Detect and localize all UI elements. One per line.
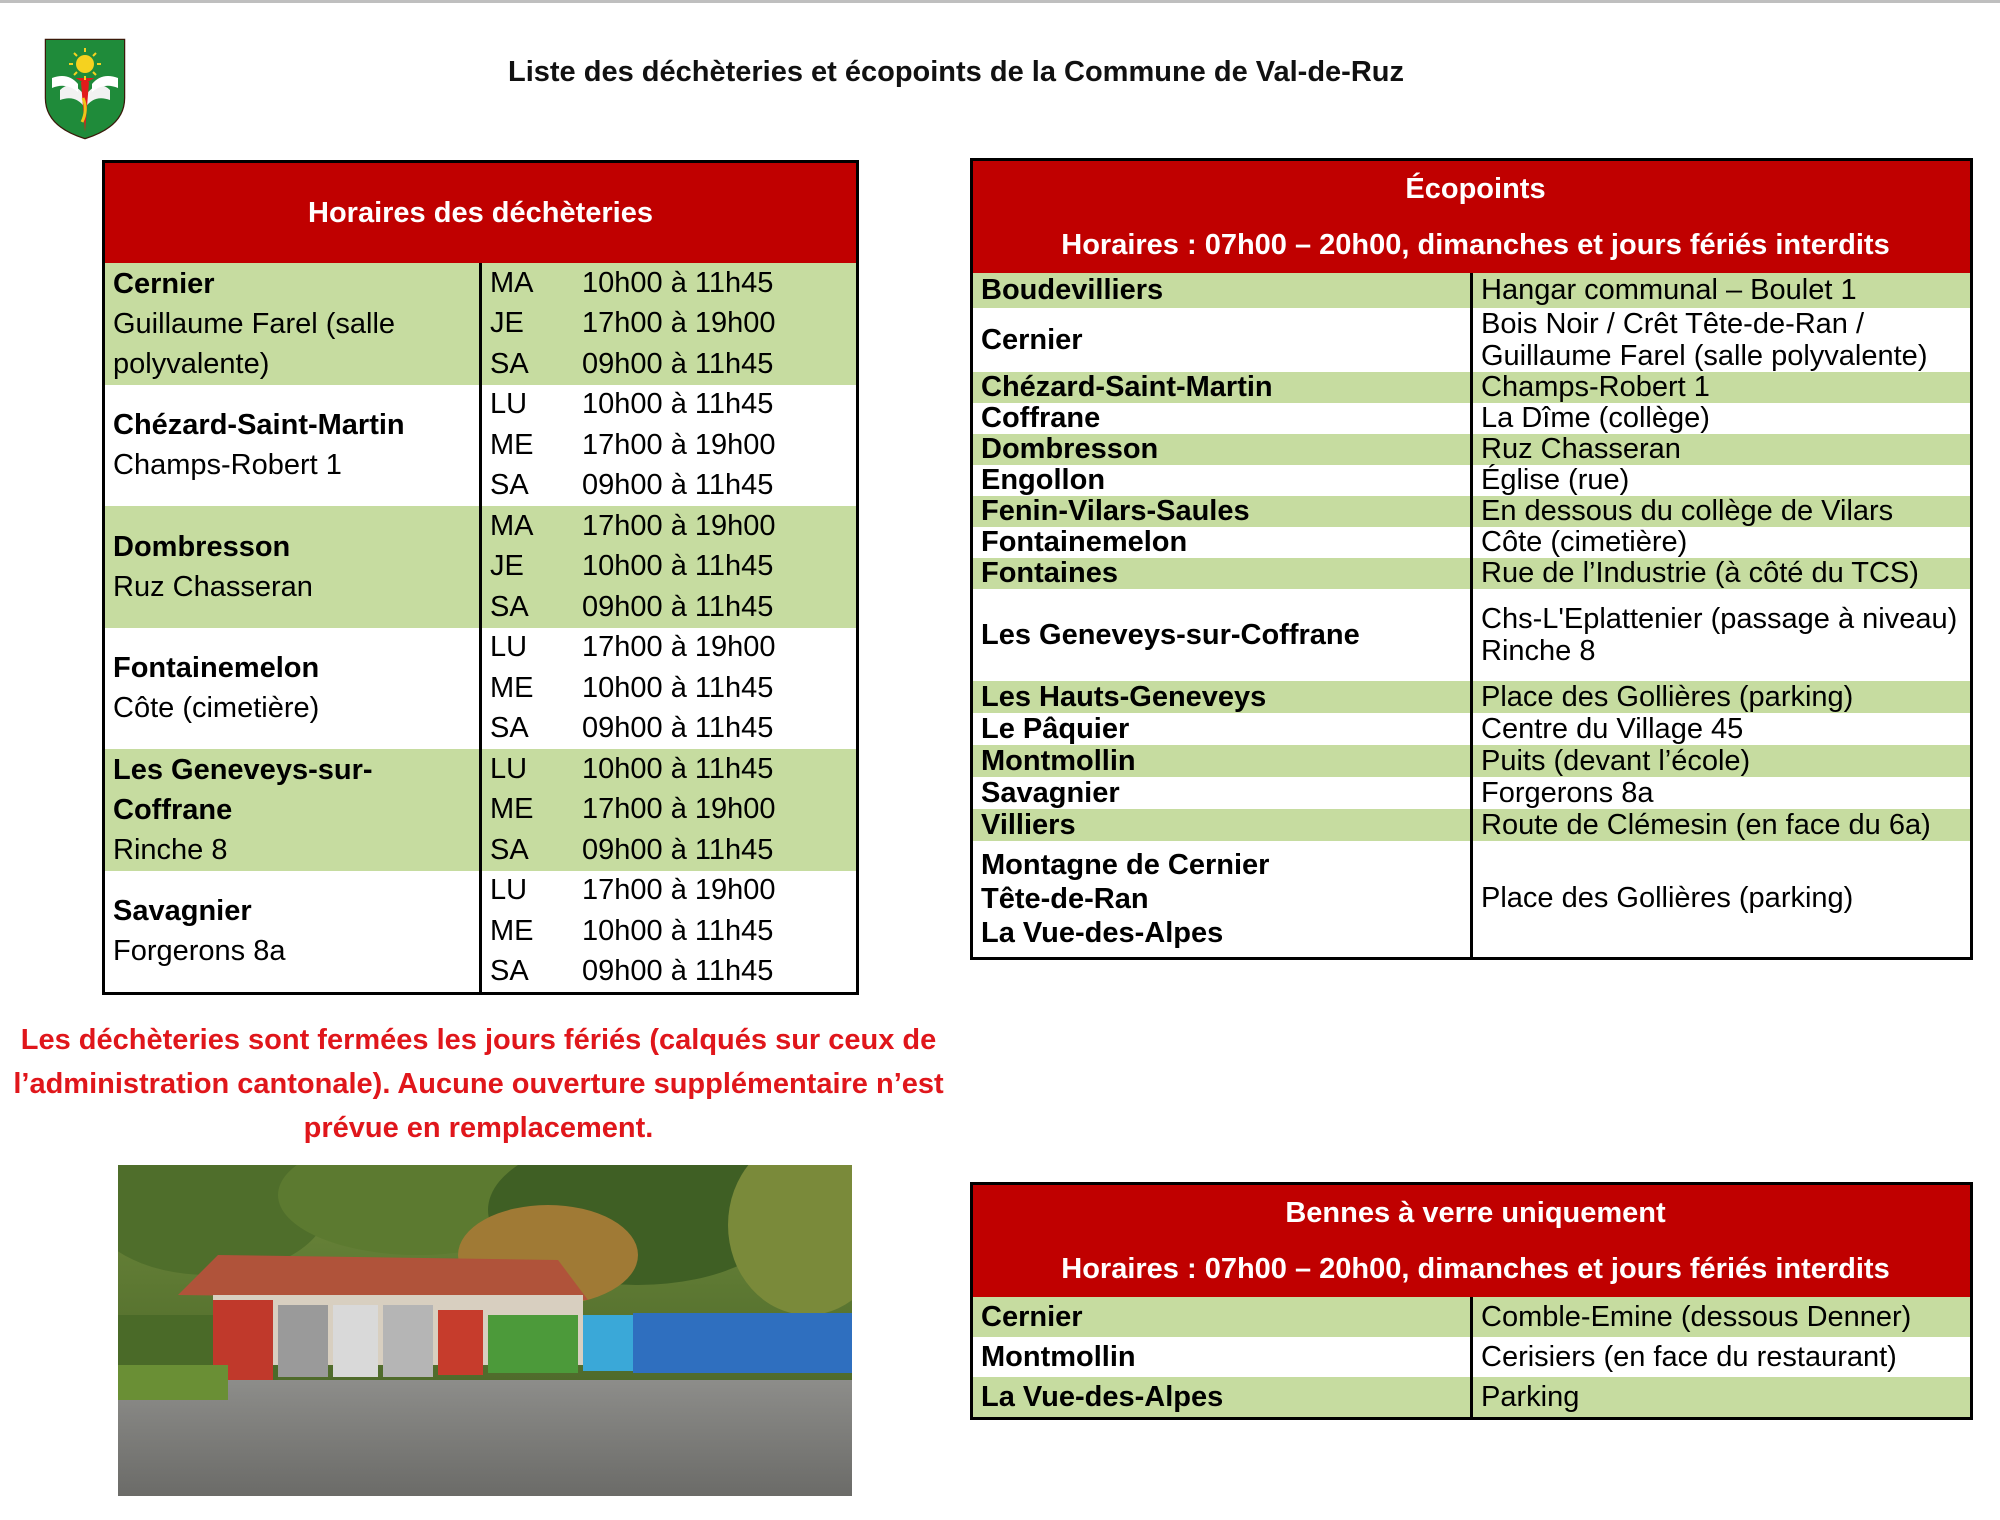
ecopoint-address: [1472, 527, 1972, 558]
schedule-line: [482, 344, 856, 385]
ecopoint-row: [972, 465, 1972, 496]
schedule-time: 10h00 à 11h45: [582, 266, 774, 299]
schedule-day: LU: [490, 874, 528, 907]
ecopoint-address-line: Église (rue): [1481, 464, 1630, 496]
dechetterie-schedule: [481, 385, 858, 507]
ecopoint-address: [1472, 558, 1972, 589]
schedule-time: 17h00 à 19h00: [582, 307, 776, 340]
ecopoint-name-line: Engollon: [981, 464, 1106, 496]
schedule-line: [482, 587, 856, 628]
ecopoint-address-line: Côte (cimetière): [1481, 526, 1688, 558]
ecopoint-row: [972, 809, 1972, 841]
ecopoint-row: [972, 527, 1972, 558]
schedule-line: [482, 506, 856, 547]
dechetterie-location: [104, 871, 481, 994]
ecopoint-address-line: Champs-Robert 1: [1481, 371, 1710, 403]
verre-row: [972, 1337, 1972, 1377]
bennes-verre-table: [970, 1182, 1973, 1420]
holiday-closure-note: Les déchèteries sont fermées les jours fériés (calqués sur ceux de l’administration cantonale). Aucune ouverture supplémentaire n’est prévue en remplacement.: [13, 1024, 944, 1144]
schedule-time: 10h00 à 11h45: [582, 388, 774, 421]
schedule-line: [482, 952, 856, 993]
ecopoint-address-line: Bois Noir / Crêt Tête-de-Ran /: [1481, 308, 1865, 340]
ecopoint-name: [972, 434, 1472, 465]
ecopoint-name: [972, 841, 1472, 958]
ecopoint-row: [972, 777, 1972, 809]
top-border: [0, 0, 2000, 3]
ecopoint-name-line: Villiers: [981, 808, 1076, 841]
commune-crest-logo: [44, 38, 126, 140]
ecopoint-address-line: Place des Gollières (parking): [1481, 882, 1854, 915]
dechetterie-row: [104, 749, 858, 871]
ecopoint-address: [1472, 465, 1972, 496]
ecopoint-address-line: La Dîme (collège): [1481, 402, 1710, 434]
schedule-day: SA: [490, 469, 529, 502]
schedule-day: MA: [490, 266, 534, 299]
ecopoint-name-line: Coffrane: [981, 402, 1101, 434]
ecopoint-row: [972, 558, 1972, 589]
ecopoint-name-line: Fenin-Vilars-Saules: [981, 495, 1250, 527]
verre-hours: Horaires : 07h00 – 20h00, dimanches et jours fériés interdits: [1061, 1253, 1890, 1285]
ecopoint-address: [1472, 809, 1972, 841]
ecopoint-name: [972, 777, 1472, 809]
ecopoint-row: [972, 745, 1972, 777]
ecopoint-name-line: Savagnier: [981, 776, 1120, 809]
dechetterie-address: Champs-Robert 1: [113, 449, 342, 482]
ecopoint-name: [972, 713, 1472, 745]
ecopoint-row: [972, 403, 1972, 434]
dechetterie-address: Forgerons 8a: [113, 935, 286, 968]
ecopoint-name-line: Cernier: [981, 323, 1083, 356]
ecopoint-row: [972, 372, 1972, 403]
ecopoint-address: [1472, 841, 1972, 958]
verre-location-address: Cerisiers (en face du restaurant): [1472, 1337, 1972, 1377]
schedule-time: 17h00 à 19h00: [582, 509, 776, 542]
ecopoint-address-line: Centre du Village 45: [1481, 712, 1744, 745]
ecopoint-row: [972, 841, 1972, 958]
ecopoint-name: [972, 372, 1472, 403]
dechetterie-schedule: [481, 628, 858, 750]
verre-location-address: Comble-Emine (dessous Denner): [1472, 1297, 1972, 1337]
schedule-time: 10h00 à 11h45: [582, 752, 774, 785]
dechetterie-name: Cernier: [113, 267, 215, 300]
schedule-line: [482, 547, 856, 588]
schedule-time: 17h00 à 19h00: [582, 874, 776, 907]
schedule-time: 17h00 à 19h00: [582, 428, 776, 461]
ecopoint-name: [972, 465, 1472, 496]
ecopoint-name-line: Tête-de-Ran: [981, 882, 1149, 915]
schedule-time: 10h00 à 11h45: [582, 550, 774, 583]
ecopoint-name: [972, 273, 1472, 308]
verre-header: [972, 1184, 1972, 1298]
schedule-line: [482, 911, 856, 952]
ecopoint-name: [972, 745, 1472, 777]
schedule-day: ME: [490, 793, 534, 826]
ecopoint-address: [1472, 777, 1972, 809]
ecopoint-name: [972, 681, 1472, 713]
schedule-time: 09h00 à 11h45: [582, 347, 774, 380]
dechetterie-row: [104, 506, 858, 628]
ecopoint-address-line: Puits (devant l’école): [1481, 744, 1751, 777]
ecopoint-row: [972, 273, 1972, 308]
dechetterie-address: Guillaume Farel (salle polyvalente): [113, 307, 396, 380]
ecopoint-name-line: Montmollin: [981, 744, 1136, 777]
ecopoint-name-line: Le Pâquier: [981, 712, 1130, 745]
ecopoint-address-line: En dessous du collège de Vilars: [1481, 495, 1894, 527]
dechetterie-schedule: [481, 263, 858, 385]
schedule-time: 09h00 à 11h45: [582, 590, 774, 623]
schedule-day: MA: [490, 509, 534, 542]
ecopoint-name-line: Les Geneveys-sur-Coffrane: [981, 618, 1360, 651]
verre-title: Bennes à verre uniquement: [1285, 1197, 1666, 1229]
schedule-time: 17h00 à 19h00: [582, 631, 776, 664]
schedule-time: 10h00 à 11h45: [582, 671, 774, 704]
ecopoint-row: [972, 713, 1972, 745]
dechetterie-location: [104, 506, 481, 628]
ecopoint-row: [972, 434, 1972, 465]
ecopoint-name-line: Chézard-Saint-Martin: [981, 371, 1273, 403]
ecopoint-row: [972, 308, 1972, 372]
ecopoint-address-line: Rue de l’Industrie (à côté du TCS): [1481, 557, 1919, 589]
schedule-line: [482, 263, 856, 304]
dechetterie-name: Chézard-Saint-Martin: [113, 409, 405, 442]
schedule-day: LU: [490, 388, 528, 421]
ecopoint-address-line: Guillaume Farel (salle polyvalente): [1481, 340, 1928, 372]
dechetteries-table: [102, 160, 859, 995]
schedule-time: 09h00 à 11h45: [582, 955, 774, 988]
schedule-day: JE: [490, 550, 524, 583]
dechetterie-row: [104, 871, 858, 994]
schedule-day: LU: [490, 631, 528, 664]
dechetterie-location: [104, 749, 481, 871]
ecopoint-name-line: La Vue-des-Alpes: [981, 916, 1224, 949]
dechetterie-schedule: [481, 506, 858, 628]
dechetterie-name: Dombresson: [113, 530, 291, 563]
schedule-day: ME: [490, 914, 534, 947]
ecopoint-row: [972, 496, 1972, 527]
dechetterie-photo: [118, 1165, 852, 1496]
document-title: Liste des déchèteries et écopoints de la Commune de Val-de-Ruz: [507, 56, 1404, 88]
ecopoint-address: [1472, 496, 1972, 527]
dechetterie-address: Côte (cimetière): [113, 692, 320, 725]
ecopoint-address-line: Place des Gollières (parking): [1481, 680, 1854, 713]
dechetterie-address: Ruz Chasseran: [113, 570, 313, 603]
schedule-line: [482, 466, 856, 507]
verre-row: [972, 1377, 1972, 1419]
ecopoint-address: [1472, 403, 1972, 434]
schedule-day: SA: [490, 590, 529, 623]
dechetterie-location: [104, 628, 481, 750]
schedule-line: [482, 425, 856, 466]
verre-location-address: Parking: [1472, 1377, 1972, 1419]
ecopoint-address: [1472, 372, 1972, 403]
ecopoint-name: [972, 496, 1472, 527]
dechetterie-row: [104, 385, 858, 507]
dechetterie-schedule: [481, 871, 858, 994]
ecopoint-row: [972, 681, 1972, 713]
schedule-time: 10h00 à 11h45: [582, 914, 774, 947]
dechetterie-address: Rinche 8: [113, 833, 228, 866]
schedule-day: SA: [490, 833, 529, 866]
schedule-time: 09h00 à 11h45: [582, 833, 774, 866]
verre-location-name: Montmollin: [972, 1337, 1472, 1377]
schedule-day: ME: [490, 671, 534, 704]
schedule-day: SA: [490, 347, 529, 380]
schedule-line: [482, 385, 856, 426]
ecopoint-row: [972, 589, 1972, 681]
ecopoint-name-line: Dombresson: [981, 433, 1159, 465]
schedule-line: [482, 628, 856, 669]
ecopoint-address: [1472, 589, 1972, 681]
schedule-line: [482, 749, 856, 790]
schedule-day: LU: [490, 752, 528, 785]
dechetterie-location: [104, 263, 481, 385]
ecopoint-address-line: Hangar communal – Boulet 1: [1481, 274, 1857, 306]
ecopoint-address: [1472, 745, 1972, 777]
ecopoint-address: [1472, 273, 1972, 308]
ecopoints-title: Écopoints: [1405, 173, 1546, 205]
ecopoint-address: [1472, 713, 1972, 745]
ecopoint-name-line: Montagne de Cernier: [981, 848, 1270, 881]
schedule-line: [482, 668, 856, 709]
ecopoint-name: [972, 809, 1472, 841]
schedule-line: [482, 304, 856, 345]
dechetterie-location: [104, 385, 481, 507]
ecopoint-name: [972, 589, 1472, 681]
verre-location-name: La Vue-des-Alpes: [972, 1377, 1472, 1419]
schedule-day: ME: [490, 428, 534, 461]
ecopoint-name-line: Fontainemelon: [981, 526, 1188, 558]
verre-row: [972, 1297, 1972, 1337]
schedule-time: 09h00 à 11h45: [582, 469, 774, 502]
ecopoint-name-line: Fontaines: [981, 557, 1118, 589]
schedule-time: 17h00 à 19h00: [582, 793, 776, 826]
ecopoint-name: [972, 527, 1472, 558]
ecopoints-header: [972, 160, 1972, 274]
schedule-day: JE: [490, 307, 524, 340]
dechetterie-row: [104, 263, 858, 385]
ecopoint-address: [1472, 308, 1972, 372]
dechetterie-name: Fontainemelon: [113, 652, 320, 685]
dechetteries-header: Horaires des déchèteries: [104, 162, 858, 264]
ecopoint-address-line: Ruz Chasseran: [1481, 433, 1681, 465]
ecopoint-address: [1472, 434, 1972, 465]
ecopoint-address: [1472, 681, 1972, 713]
dechetterie-name: Savagnier: [113, 895, 252, 928]
schedule-day: SA: [490, 712, 529, 745]
ecopoint-name: [972, 558, 1472, 589]
dechetterie-row: [104, 628, 858, 750]
schedule-line: [482, 871, 856, 912]
ecopoint-name: [972, 308, 1472, 372]
ecopoints-table: [970, 158, 1973, 960]
ecopoint-address-line: Route de Clémesin (en face du 6a): [1481, 808, 1931, 841]
schedule-day: SA: [490, 955, 529, 988]
ecopoints-hours: Horaires : 07h00 – 20h00, dimanches et jours fériés interdits: [1061, 229, 1890, 261]
dechetterie-schedule: [481, 749, 858, 871]
ecopoint-address-line: Forgerons 8a: [1481, 776, 1654, 809]
ecopoint-address-line: Chs-L'Eplattenier (passage à niveau): [1481, 603, 1958, 635]
dechetterie-name: Les Geneveys-sur-Coffrane: [113, 753, 373, 826]
schedule-line: [482, 709, 856, 750]
schedule-line: [482, 830, 856, 871]
schedule-time: 09h00 à 11h45: [582, 712, 774, 745]
ecopoint-name-line: Les Hauts-Geneveys: [981, 680, 1267, 713]
schedule-line: [482, 790, 856, 831]
ecopoint-address-line: Rinche 8: [1481, 635, 1596, 667]
ecopoint-name-line: Boudevilliers: [981, 274, 1164, 306]
verre-location-name: Cernier: [972, 1297, 1472, 1337]
ecopoint-name: [972, 403, 1472, 434]
